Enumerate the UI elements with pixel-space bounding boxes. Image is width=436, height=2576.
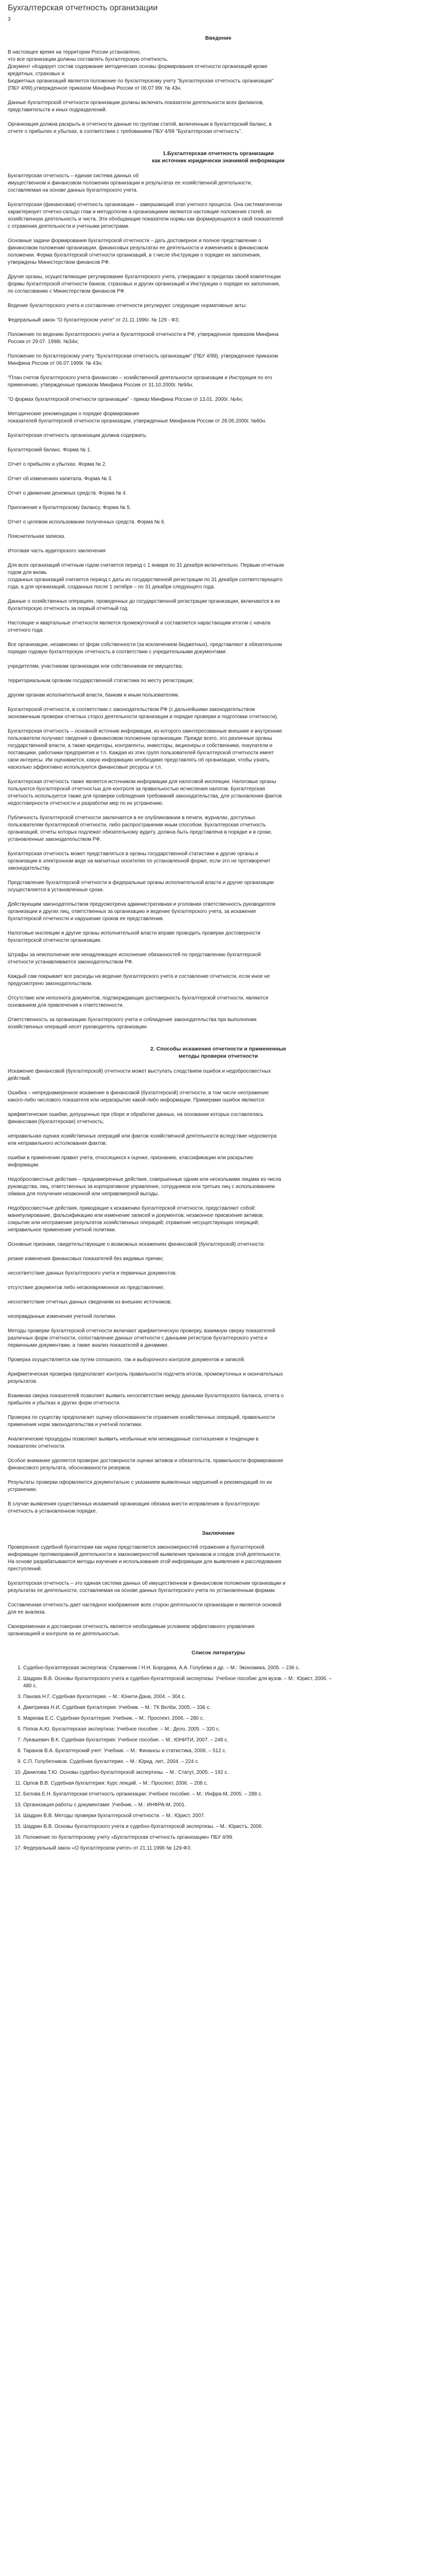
chapter1-paragraph: Публичность бухгалтерской отчетности заключается в ее опубликовании в печати, журналах, доступных пользователям бухгалтерской отчетности, либо распространении иным способом. Бухгалтерская отчетность организаций, отчеты которых подлежат обязательному аудиту, должна быть представлена в порядке и в сроки, установленные законодательством РФ. — [8, 815, 272, 842]
chapter2-paragraph: Искажение финансовой (бухгалтерской) отчетности может выступать следствием ошибок и недобросовестных действий. — [8, 1069, 271, 1081]
chapter1-paragraph: Бухгалтерская отчетность может представляться в органы государственной статистики и другие органы и организации в электронном виде на магнитных носителях по установленной форме, если это не противоречит законодательству. — [8, 851, 271, 871]
chapter1-paragraph: Данные о хозяйственных операциях, проведенных до государственной регистрации организации, включаются в их бухгалтерскую отчетность за первый отчетный год. — [8, 599, 281, 612]
chapter2-paragraph: несоответствие отчетных данных сведениям из внешних источников; — [8, 1299, 172, 1305]
chapter1-paragraph: Для всех организаций отчетным годом считается период с 1 января по 31 декабря включительно. Первым отчетным годом для вновь созданных организаций считается период с даты их государственной регистрации по 31 декабря соответствующего года, а для организаций, созданных после 1 октября – по 31 декабря следующего года. — [8, 563, 284, 590]
chapter1-paragraph: Отчет о прибылях и убытках. Форма № 2. — [8, 462, 107, 467]
chapter1-paragraph: "О формах бухгалтерской отчетности организации" - приказ Минфина России от 13.01. 2000г. №4н; — [8, 397, 243, 402]
chapter1-paragraph: Отчет об изменениях капитала. Форма № 3. — [8, 476, 113, 482]
chapter1-paragraph: Действующим законодательством предусмотрена административная и уголовная ответственность руководителя организации и других лиц, ответственных за организацию и ведение бухгалтерского учета, за искажение бухгалтерской отчетности и нарушение сроков ее представления. — [8, 902, 275, 922]
chapter1-paragraph: Федеральный закон "О бухгалтерском учете" от 21.11.1996г. № 129 - ФЗ; — [8, 317, 180, 323]
intro-heading: Введение — [205, 35, 232, 41]
intro-paragraph: Организация должна раскрыть в отчетности данные по группам статей, включенным в бухгалтерский баланс, в отчете о прибылях и убытках, в соответствии с требованием ПБУ 4/99 "Бухгалтерская отчетность". — [8, 122, 272, 134]
chapter1-paragraph: Налоговые инспекции и другие органы исполнительной власти вправе проводить проверки достоверности бухгалтерской отчетности организации. — [8, 930, 260, 943]
chapter2-paragraph: Основные признаки, свидетельствующие о возможных искажениях финансовой (бухгалтерской) отчетности: — [8, 1242, 265, 1247]
chapter2-paragraph: резкие изменения финансовых показателей без видимых причин; — [8, 1256, 164, 1262]
chapter1-paragraph: "План счетов бухгалтерского учета финансово – хозяйственной деятельности организации и Инструкция по его применению, утвержденные приказом Минфина России от 31.10.2000г. №94н; — [8, 375, 272, 388]
chapter1-paragraph: Бухгалтерской отчетности, в соответствии с законодательством РФ (с дальнейшими законодательством экономичным проверки отчетных стороз деятельности организации и порядке проверки и подготовки отчетности). — [8, 707, 278, 720]
intro-section — [8, 49, 429, 135]
bibliography-item: 15. Шадрин В.В. Основы бухгалтерского учета и судебно-бухгалтерской экспертизы. – М.: Юристъ, 2006. — [23, 1823, 332, 1831]
bibliography-item: 3. Панова Н.Г. Судебная бухгалтерия. – М.: Юнити-Дана, 2004. – 304 с. — [23, 1693, 332, 1701]
bibliography-item: 16. Положение по бухгалтерскому учету «Бухгалтерская отчетность организации» ПБУ 4/99. — [23, 1834, 332, 1841]
conclusion-heading: Заключение — [202, 1530, 235, 1536]
bibliography-item: 5. Маркова Е.С. Судебная бухгалтерия: Учебник. – М.: Проспект, 2006. – 280 с. — [23, 1715, 332, 1722]
bibliography-item: 14. Шадрин В.В. Методы проверки бухгалтерской отчетности. – М.: Юрист, 2007. — [23, 1812, 332, 1820]
chapter1-paragraph: Основные задачи формирования бухгалтерской отчетности – дать достоверное и полное представление о финансовом положении организации, финансовых результатах ее деятельности и изменениях в финансовом положении. Форма бухгалтерской отчетности организаций, в т.числе Инструкции о порядке их заполнения, утверждены Министерством финансов РФ. — [8, 238, 268, 265]
bibliography-item: 13. Организация работы с документами: Учебник. – М.: ИНФРА-М, 2001. — [23, 1802, 332, 1809]
chapter1-paragraph: учредителям, участникам организации или собственникам ее имущества; — [8, 664, 183, 669]
chapter1-paragraph: Бухгалтерская отчетность – единая система данных об имущественном и финансовом положении организации и результатах ее хозяйственной деятельности, составляемая на основе данных бухгалтерского учета. — [8, 173, 252, 193]
chapter1-paragraph: Ответственность за организацию бухгалтерского учета и соблюдение законодательства при выполнении хозяйственных операций несет руководитель организации. — [8, 1017, 257, 1030]
chapter1-heading: 1.Бухгалтерская отчетность организации как источник юридически значимой информации — [152, 150, 285, 164]
chapter2-paragraph: несоответствие данных бухгалтерского учета и первичных документов; — [8, 1270, 177, 1276]
chapter2-paragraph: Недобросовестные действия – преднамеренные действия, совершенные одним или несколькими лицами из числа руководства, лиц, ответственных за корпоративное управление, сотрудников или третьих лиц с использованием обмана для получения незаконной или неправомерной выгоды. — [8, 1177, 282, 1197]
chapter2-paragraph: неоправданные изменения учетной политики. — [8, 1314, 117, 1319]
chapter1-paragraph: другим органам исполнительной власти, банкам и иным пользователям. — [8, 692, 180, 698]
chapter2-section — [8, 1068, 429, 1515]
chapter2-paragraph: Результаты проверки оформляются документально с указанием выявленных нарушений и рекомендаций по их устранению. — [8, 1480, 272, 1493]
conclusion-paragraph: Своевременная и достоверная отчетность является необходимым условием эффективного управления организацией и контроля за ее деятельностью. — [8, 1624, 255, 1637]
chapter1-paragraph: Методические рекомендации о порядке формирования показателей бухгалтерской отчетности организации, утвержденные Минфином России от 28.06.2000г. №60н. — [8, 411, 267, 424]
chapter2-paragraph: Аналитические процедуры позволяют выявить необычные или неожиданные соотношения и тенденции в показателях отчетности. — [8, 1436, 259, 1449]
intro-paragraph: В настоящее время на территории России установлено, что все организации должны составлять бухгалтерскую отчетность. Документ «Кодирует состав содержание методических основы формирования отчетности организаций кроме кредитных, страховых и Бюджетных организаций является положение по бухгалтерскому учету "Бухгалтерская отчетность организации" (ПБУ 4/99),утвержденное приказом Минфина России от 06.07.99г. № 43н. — [8, 49, 274, 91]
chapter1-paragraph: Ведение бухгалтерского учета и составление отчетности регулируют следующие нормативные акты: — [8, 303, 247, 309]
bibliography-item: 7. Лукашевич В.К. Судебная бухгалтерия: Учебное пособие. – М.: ЮНИТИ, 2007. – 248 с. — [23, 1737, 332, 1744]
chapter1-paragraph: Отчет о движении денежных средств. Форма № 4. — [8, 490, 127, 496]
chapter2-heading: 2. Способы искажения отчетности и примененные методы проверки отчетности — [150, 1046, 286, 1059]
document-title: Бухгалтерская отчетность организации — [8, 4, 158, 12]
chapter1-paragraph: Положение по ведению бухгалтерского учета и бухгалтерской отчетности в РФ, утвержденное приказом Минфина России от 29.07. 1998г. №34н; — [8, 332, 279, 345]
chapter1-paragraph: Бухгалтерский баланс. Форма № 1. — [8, 447, 92, 453]
chapter2-paragraph: Проверка осуществляется как путем сплошного, так и выборочного контроля документов и записей. — [8, 1357, 246, 1363]
chapter1-paragraph: Другие органы, осуществляющие регулирование бухгалтерского учета, утверждают в пределах своей компетенции формы бухгалтерской отчетности банков, страховых и других организаций и Инструкции о порядке их заполнения, по согласованию с Министерством финансов РФ. — [8, 274, 281, 294]
chapter1-paragraph: Каждый сам покрывает все расходы на ведение бухгалтерского учета и составление отчетности, если иное не предусмотрено законодательством. — [8, 974, 270, 987]
chapter2-paragraph: Особое внимание уделяется проверке достоверности оценки активов и обязательств, правильности формирования финансового результата, обоснованности резервов. — [8, 1458, 283, 1471]
chapter1-paragraph: Пояснительная записка. — [8, 534, 65, 539]
bibliography-item: 11. Орлов В.В. Судебная бухгалтерия: Курс лекций. – М.: Проспект, 2006. – 208 с. — [23, 1780, 332, 1787]
chapter1-paragraph: Положение по бухгалтерскому учету "Бухгалтерская отчетность организации" (ПБУ 4/99), утвержденное приказом Минфина России от 06.07.1999г. № 43н; — [8, 353, 278, 366]
chapter1-paragraph: Бухгалтерская отчетность также является источником информации для налоговой инспекции. Налоговые органы пользуются бухгалтерской отчетностью для контроля за правильностью исчисления налогов. Бухгалтерская отчетность используется также для проверки соблюдения требований законодательства, для установления фактов недостоверности отчетности и разработки мер по их устранению. — [8, 779, 282, 806]
bibliography-heading: Список литературы — [191, 1650, 245, 1656]
chapter2-paragraph: Взаимная сверка показателей позволяет выявить несоответствия между данными бухгалтерского баланса, отчета о прибылях и убытках и других форм отчетности. — [8, 1393, 284, 1406]
chapter1-paragraph: Приложение к бухгалтерскому балансу. Форма № 5. — [8, 505, 131, 511]
chapter2-paragraph: Проверка по существу предполагает оценку обоснованности отражения хозяйственных операций, правильности применения норм законодательства и учетной политики. — [8, 1415, 275, 1428]
bibliography-item: 1. Судебно-бухгалтерская экспертиза: Справочник / Н.Н. Бородина, А.А. Голубева и др. – М.: Экономика, 2005. – 236 с. — [23, 1665, 332, 1672]
chapter1-paragraph: Представление бухгалтерской отчетности в федеральные органы исполнительной власти и другие организации осуществляется в установленные сроки. — [8, 880, 274, 893]
chapter1-paragraph: территориальным органам государственной статистики по месту регистрации; — [8, 678, 194, 684]
chapter2-paragraph: В случае выявления существенных искажений организация обязана внести исправления в бухгалтерскую отчетность в установленном порядке. — [8, 1501, 260, 1514]
chapter1-paragraph: Штрафы за неисполнение или ненадлежащее исполнение обязанностей по представлению бухгалтерской отчетности устанавливаются законодательством РФ. — [8, 952, 261, 965]
chapter2-paragraph: арифметические ошибки, допущенные при сборе и обработке данных, на основании которых составлялась финансовая (бухгалтерская) отчетность; — [8, 1112, 264, 1125]
bibliography-item: 9. С.П. Голубятников. Судебная бухгалтерия. – М.: Юрид. лит., 2004. – 224 с. — [23, 1758, 332, 1766]
bibliography-item: 2. Шадрин В.В. Основы бухгалтерского учета и судебно-бухгалтерской экспертизы: Учебное пособие для вузов. – М.: Юрист, 2006. – 480 с. — [23, 1675, 332, 1690]
chapter1-paragraph: Итоговая часть аудиторского заключения — [8, 548, 106, 554]
chapter1-paragraph: Бухгалтерская (финансовая) отчетность организации – завершающий этап учетного процесса. Она систематически характеризует отчетно-сальдо глав и методологии а организацииии являются настоящие положения статей, их хозяйственную деятельность и чиста. Эти обобщающие показатели нормы как формирующихся в свой показателей с отражения деятельности и учетными регистрами. — [8, 202, 284, 229]
conclusion-paragraph: Составленная отчетность дает наглядное изображение всех сторон деятельности организации и является основой для ее анализа. — [8, 1602, 282, 1615]
conclusion-paragraph: Бухгалтерская отчетность – это единая система данных об имущественном и финансовом положении организации и результатах ее деятельности, составляемая на основе данных бухгалтерского учета по установленным формам. — [8, 1581, 286, 1594]
chapter1-paragraph: Все организации, независимо от форм собственности (за исключением бюджетных), представляют в обязательном порядке годовую бухгалтерскую отчетность в соответствии с учредительными документами: — [8, 642, 282, 655]
bibliography-item: 17. Федеральный закон «О бухгалтерском учете» от 21.11.1996 № 129-ФЗ. — [23, 1845, 332, 1852]
bibliography-item: 6. Попов А.Ю. Бухгалтерская экспертиза: Учебное пособие. – М.: Дело, 2005. – 320 с. — [23, 1726, 332, 1733]
intro-paragraph: Данные бухгалтерской отчетности организации должны включать показатели деятельности всех филиалов, представительств и иных подразделений. — [8, 100, 264, 113]
chapter2-paragraph: Методы проверки бухгалтерской отчетности включают арифметическую проверку, взаимную сверку показателей различных форм отчетности, сопоставление данных отчетности с данными регистров бухгалтерского учета и первичными документами, а также анализ показателей в динамике. — [8, 1328, 275, 1348]
chapter2-paragraph: Арифметическая проверка предполагает контроль правильности подсчета итогов, промежуточных и окончательных результатов. — [8, 1371, 283, 1384]
conclusion-paragraph: Проверенное судебной бухгалтерии как наука представляется закономерностей отражения в бухгалтерской информации противоправной деятельности и закономерностей выявления признаков и следов этой деятельности. На основе разрабатываются методы изучения и использования этой информации для выявления и расследования преступлений. — [8, 1545, 282, 1572]
chapter2-paragraph: неправильная оценка хозяйственных операций или фактов хозяйственной деятельности вследствие недосмотра или неправильного истолкования фактов; — [8, 1133, 277, 1146]
chapter2-paragraph: Ошибка – непреднамеренное искажение в финансовой (бухгалтерской) отчетности, в том числе неотражение какого-либо числового показателя или нераскрытие какой-либо информации. Примерами ошибок являются: — [8, 1090, 269, 1103]
bibliography-item: 10. Данилова Т.Ю. Основы судебно-бухгалтерской экспертизы. – М.: Статут, 2005. – 192 с. — [23, 1769, 332, 1776]
chapter1-paragraph: Отсутствие или неполнота документов, подтверждающих достоверность бухгалтерской отчетности, являются основанием для привлечения к ответственности. — [8, 995, 268, 1008]
bibliography-item: 4. Дмитриева Н.И. Судебная бухгалтерия: Учебник. – М.: ТК Велби, 2005. – 336 с. — [23, 1704, 332, 1711]
chapter1-paragraph: Отчет о целевом использовании полученных средств. Форма № 6. — [8, 519, 166, 525]
conclusion-section — [8, 1544, 429, 1638]
chapter1-paragraph: Настоящие и квартальные отчетности является промежуточной и составляется нарастающим итогом с начала отчетного года. — [8, 620, 271, 633]
chapter1-paragraph: Бухгалтерская отчетность – основной источник информации, из которого заинтересованные внешние и внутренние пользователи получают сведения о финансовом положении организации. Прежде всего, это различные органы государственной власти, а также кредиторы, контрагенты, инвесторы, акционеры и собственники, покупатели и поставщики, работники предприятия и т.п. Каждая из этих групп пользователей бухгалтерской отчетности имеет свои интересы. Им оценивается, какую информацию необходимо представлять об организации, чтобы узнать, насколько эффективно используются финансовые ресурсы и т.п. — [8, 728, 282, 770]
chapter1-section — [8, 173, 429, 1031]
chapter2-paragraph: отсутствие документов либо несвоевременное их представление; — [8, 1285, 165, 1291]
bibliography-item: 12. Белова Е.Н. Бухгалтерская отчетность организации: Учебное пособие. – М.: Инфра-М, 2005. – 288 с. — [23, 1791, 332, 1798]
bibliography-item: 8. Таранов В.А. Бухгалтерский учет: Учебник. – М.: Финансы и статистика, 2006. – 512 с. — [23, 1748, 332, 1755]
chapter1-paragraph: Бухгалтерская отчетность организации должна содержать: — [8, 433, 147, 438]
bibliography-list — [8, 1665, 332, 1852]
chapter2-paragraph: ошибки в применении правил учета, относящихся к оценке, признанию, классификации или раскрытию информации. — [8, 1155, 253, 1168]
page-number: 3 — [8, 16, 11, 22]
chapter2-paragraph: Недобросовестные действия, приводящие к искажению бухгалтерской отчетности, представляют собой: манипулирование, фальсификацию или изменение записей и документов; незаконное присвоение активов; сокрытие или неотражение результатов хозяйственных операций; отражение несуществующих операций; неправильное применение учетной политики. — [8, 1206, 264, 1233]
